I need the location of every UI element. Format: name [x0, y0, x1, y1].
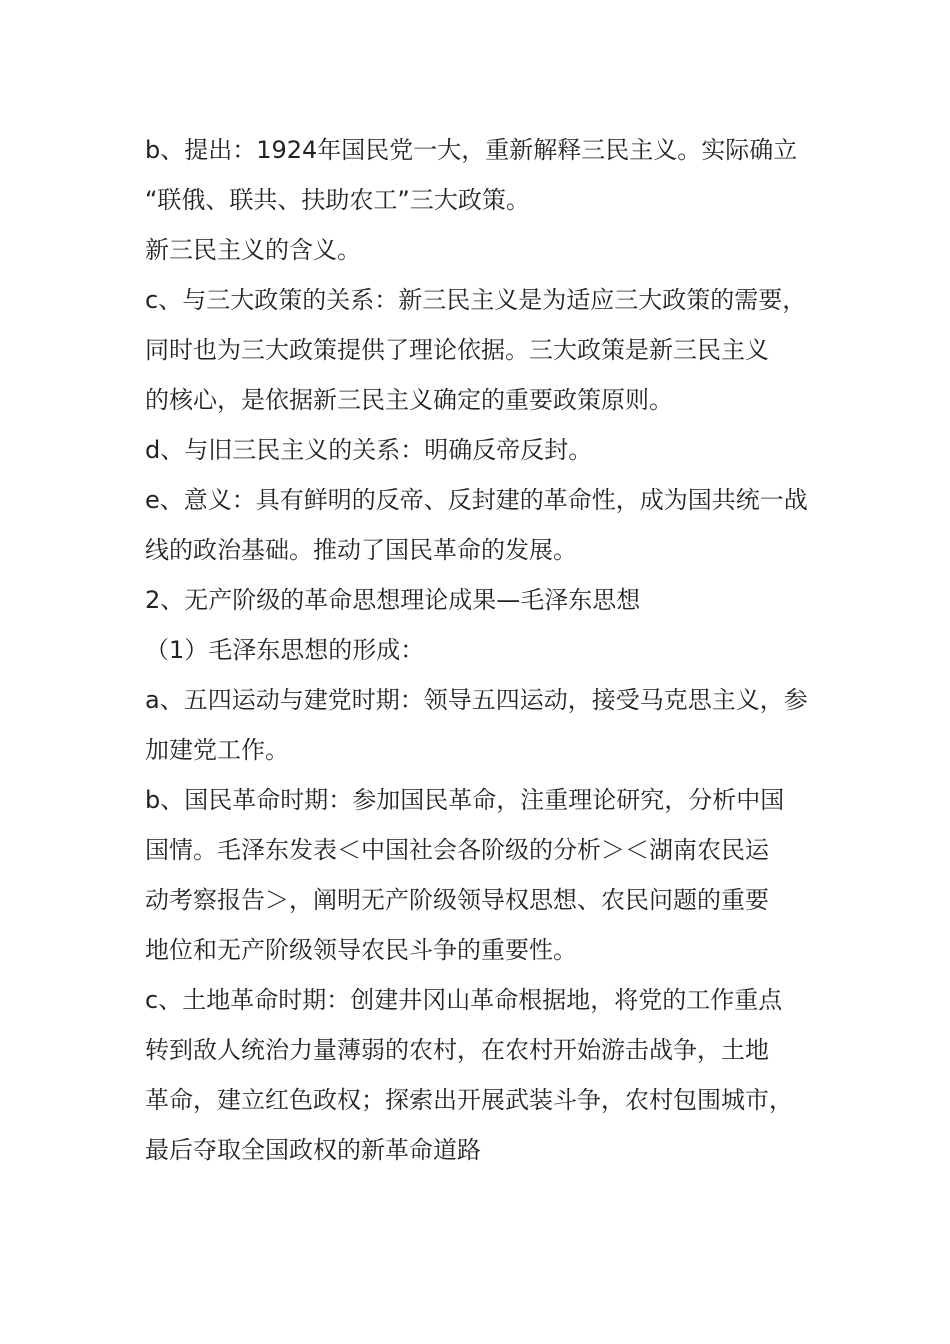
- text-line: b、提出：1924年国民党一大，重新解释三民主义。实际确立: [145, 136, 798, 164]
- text-line: 国情。毛泽东发表＜中国社会各阶级的分析＞＜湖南农民运: [145, 836, 769, 864]
- text-line: 同时也为三大政策提供了理论依据。三大政策是新三民主义: [145, 336, 769, 364]
- text-line: d、与旧三民主义的关系：明确反帝反封。: [145, 436, 593, 464]
- text-line: c、与三大政策的关系：新三民主义是为适应三大政策的需要，: [145, 286, 807, 314]
- section-heading: 2、无产阶级的革命思想理论成果—毛泽东思想: [145, 586, 641, 614]
- text-line: a、五四运动与建党时期：领导五四运动，接受马克思主义，参: [145, 686, 808, 714]
- text-line: 加建党工作。: [145, 736, 289, 764]
- text-line: “联俄、联共、扶助农工”三大政策。: [145, 186, 530, 214]
- text-line: 转到敌人统治力量薄弱的农村，在农村开始游击战争，土地: [145, 1036, 769, 1064]
- text-line: 线的政治基础。推动了国民革命的发展。: [145, 536, 577, 564]
- text-line: 革命，建立红色政权；探索出开展武装斗争，农村包围城市，: [145, 1086, 793, 1114]
- text-line: 动考察报告＞，阐明无产阶级领导权思想、农民问题的重要: [145, 886, 769, 914]
- subsection-heading: （1）毛泽东思想的形成：: [145, 636, 425, 664]
- text-line: b、国民革命时期：参加国民革命，注重理论研究，分析中国: [145, 786, 785, 814]
- document-body: [145, 125, 835, 1175]
- text-line: 新三民主义的含义。: [145, 236, 361, 264]
- text-line: 地位和无产阶级领导农民斗争的重要性。: [145, 936, 577, 964]
- text-line: e、意义：具有鲜明的反帝、反封建的革命性，成为国共统一战: [145, 486, 808, 514]
- text-line: 最后夺取全国政权的新革命道路: [145, 1136, 481, 1164]
- text-line: c、土地革命时期：创建井冈山革命根据地，将党的工作重点: [145, 986, 783, 1014]
- text-line: 的核心，是依据新三民主义确定的重要政策原则。: [145, 386, 673, 414]
